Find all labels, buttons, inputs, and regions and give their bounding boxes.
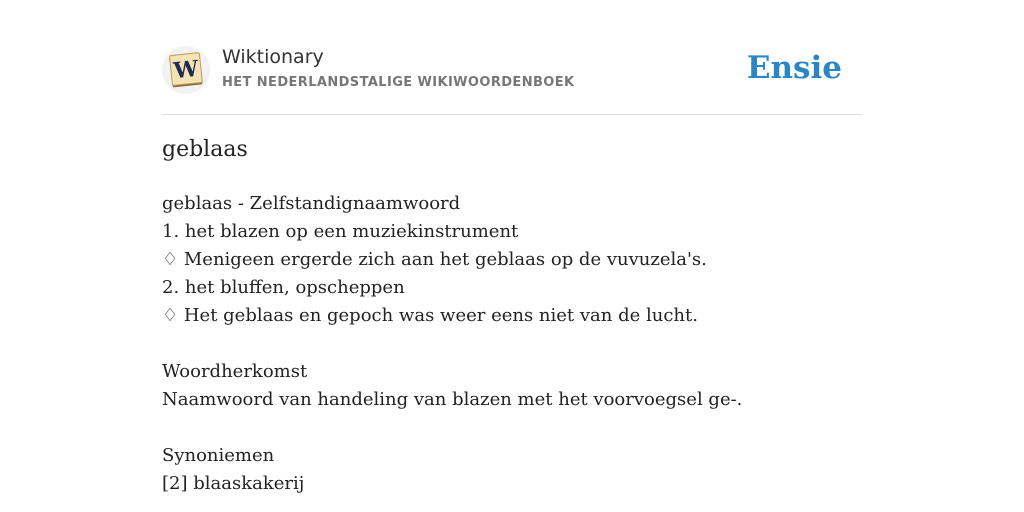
- example-1: ♢ Menigeen ergerde zich aan het geblaas op de vuvuzela's.: [162, 249, 707, 270]
- sense-2: 2. het bluffen, opscheppen: [162, 277, 405, 298]
- spacer: [162, 330, 862, 358]
- site-name[interactable]: Wiktionary: [222, 46, 324, 68]
- site-tagline: HET NEDERLANDSTALIGE WIKIWOORDENBOEK: [222, 75, 575, 90]
- logo-letter: W: [172, 55, 200, 85]
- etymology-text: Naamwoord van handeling van blazen met het voorvoegsel ge-.: [162, 389, 743, 410]
- synonym-item: [2] blaaskakerij: [162, 473, 305, 494]
- etymology-heading: Woordherkomst: [162, 361, 308, 382]
- page-title: geblaas: [162, 137, 248, 162]
- example-2: ♢ Het geblaas en gepoch was weer eens niet van de lucht.: [162, 305, 698, 326]
- ensie-brand-link[interactable]: Ensie: [746, 50, 842, 86]
- sense-1: 1. het blazen op een muziekinstrument: [162, 221, 519, 242]
- definition-header: geblaas - Zelfstandignaamwoord: [162, 193, 461, 214]
- wiktionary-logo-icon[interactable]: [162, 46, 210, 94]
- synonyms-heading: Synoniemen: [162, 445, 275, 466]
- logo-tile-graphic: [162, 46, 210, 94]
- spacer: [162, 414, 862, 442]
- entry-content: [162, 190, 862, 498]
- site-header: [162, 44, 862, 115]
